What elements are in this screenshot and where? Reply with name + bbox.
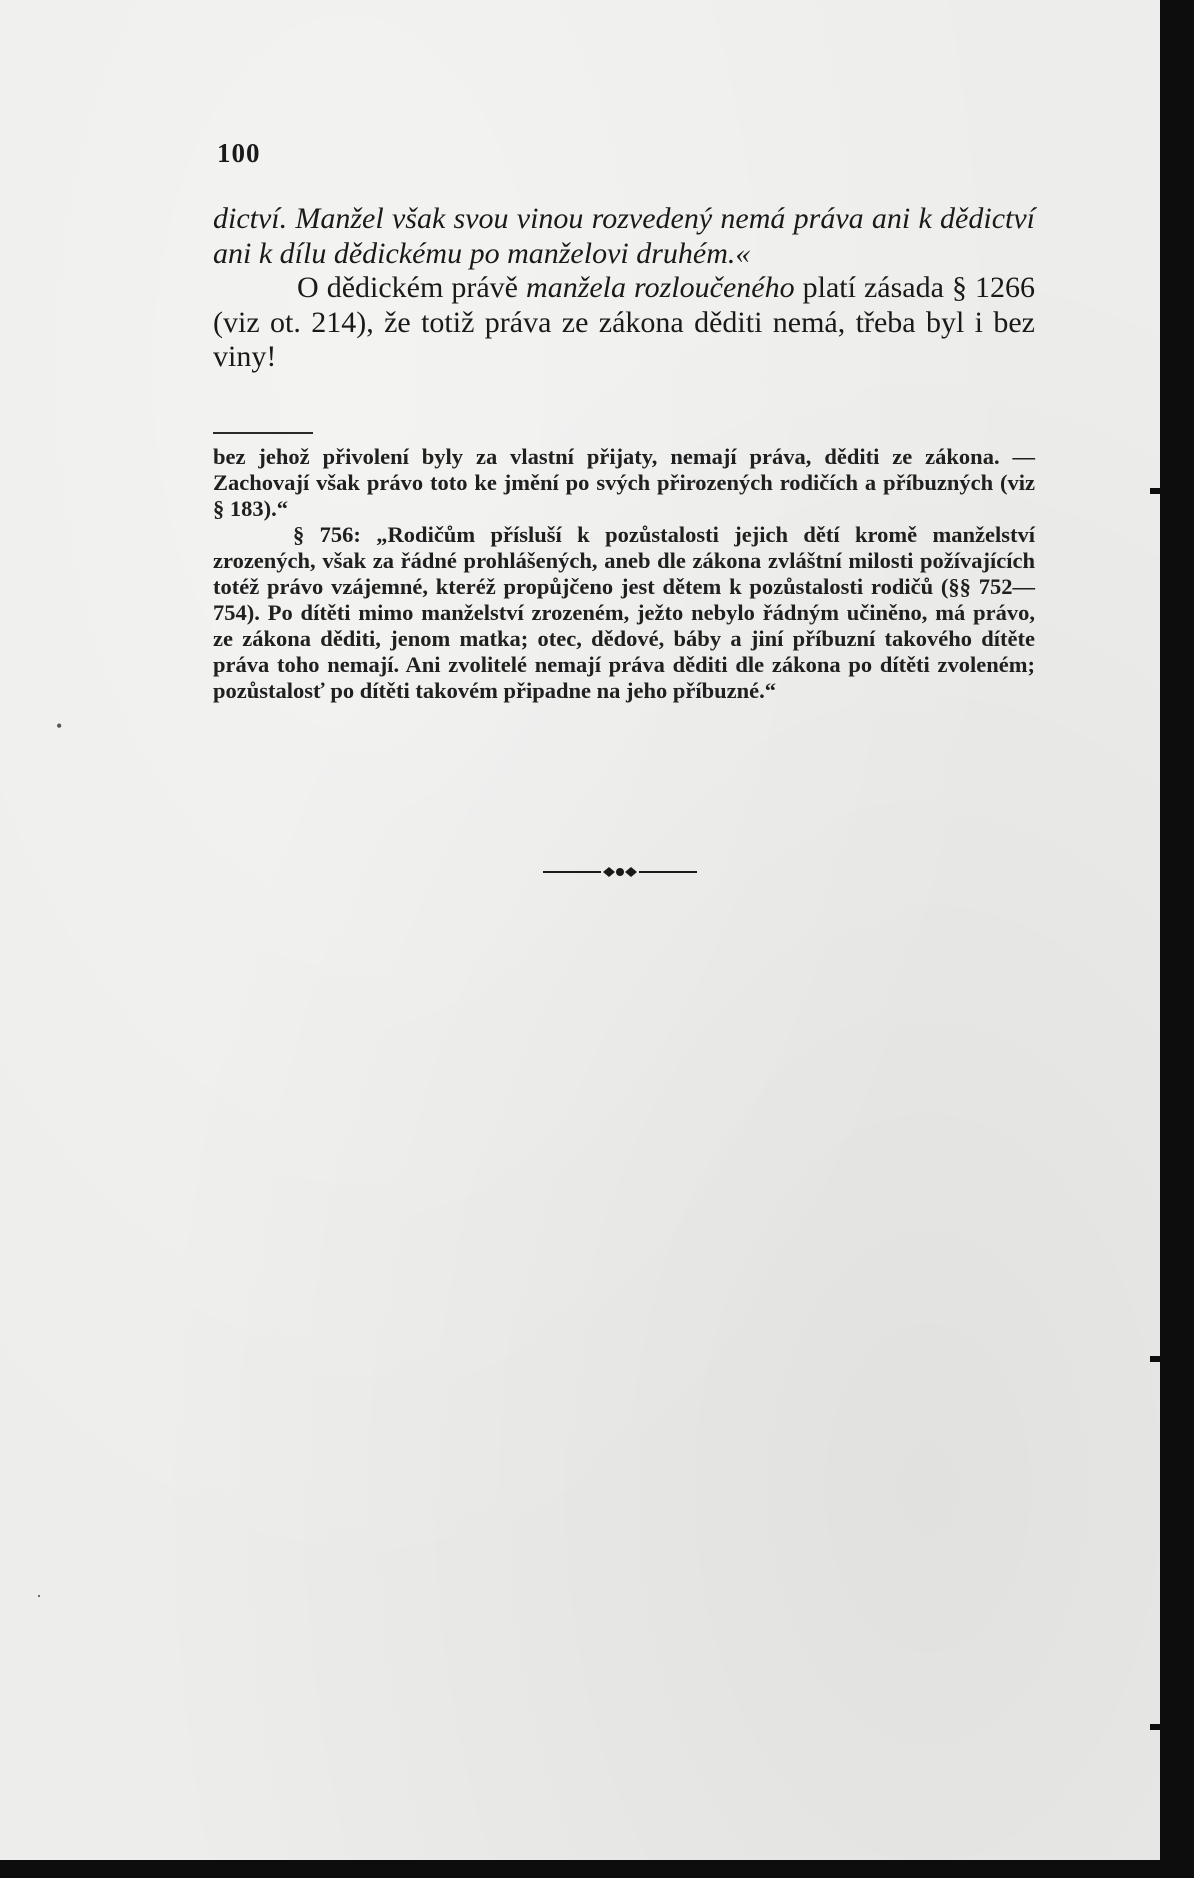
footnote-paragraph-1: bez jehož přivolení byly za vlastní přijaty, nemají práva, děditi ze zákona. — Zachovají však právo toto ke jmění po svých přirozených rodičích a příbuzných (viz § 183).“ xyxy=(213,444,1035,521)
text-segment: platí zásada § 1266 (viz ot. 214), že totiž práva ze zákona děditi nemá, třeba byl i bez viny! xyxy=(213,271,1035,373)
main-text xyxy=(213,202,1035,375)
spine-mark xyxy=(1150,1724,1194,1730)
text-segment: dictví. Manžel však svou vinou rozvedený nemá práva ani k dědictví ani k dílu dědickému po manželovi druhém.« xyxy=(213,202,1035,270)
footnote-paragraph-2: § 756: „Rodičům přísluší k pozůstalosti jejich dětí kromě manželství zrozených, však za řádné prohlášených, aneb dle zákona zvláštní milosti požívajících totéž právo vzájemné, kteréž propůjčeno jest dětem k pozůstalosti rodičů (§§ 752—754). Po dítěti mimo manželství zrozeném, ježto nebylo řádným učiněno, má právo, ze zákona děditi, jenom matka; otec, dědové, báby a jiní příbuzní takového dítěte práva toho nemají. Ani zvolitelé nemají práva děditi dle zákona po dítěti zvoleném; pozůstalosť po dítěti takovém připadne na jeho příbuzné.“ xyxy=(213,522,1035,703)
end-ornament-icon xyxy=(543,862,697,882)
scan-border-right xyxy=(1160,0,1194,1878)
main-paragraph-1 xyxy=(213,202,1035,271)
scan-border-bottom xyxy=(0,1860,1194,1878)
footnote-separator-rule xyxy=(213,432,313,434)
text-segment: manžela rozloučeného xyxy=(526,271,795,304)
spine-mark xyxy=(1150,488,1194,494)
margin-speck: • xyxy=(56,716,63,736)
main-paragraph-2 xyxy=(213,271,1035,375)
margin-speck: · xyxy=(36,1586,42,1606)
spine-mark xyxy=(1150,1356,1194,1362)
footnote xyxy=(213,444,1035,704)
text-segment: O dědickém právě xyxy=(297,271,527,304)
page-number: 100 xyxy=(217,138,261,168)
